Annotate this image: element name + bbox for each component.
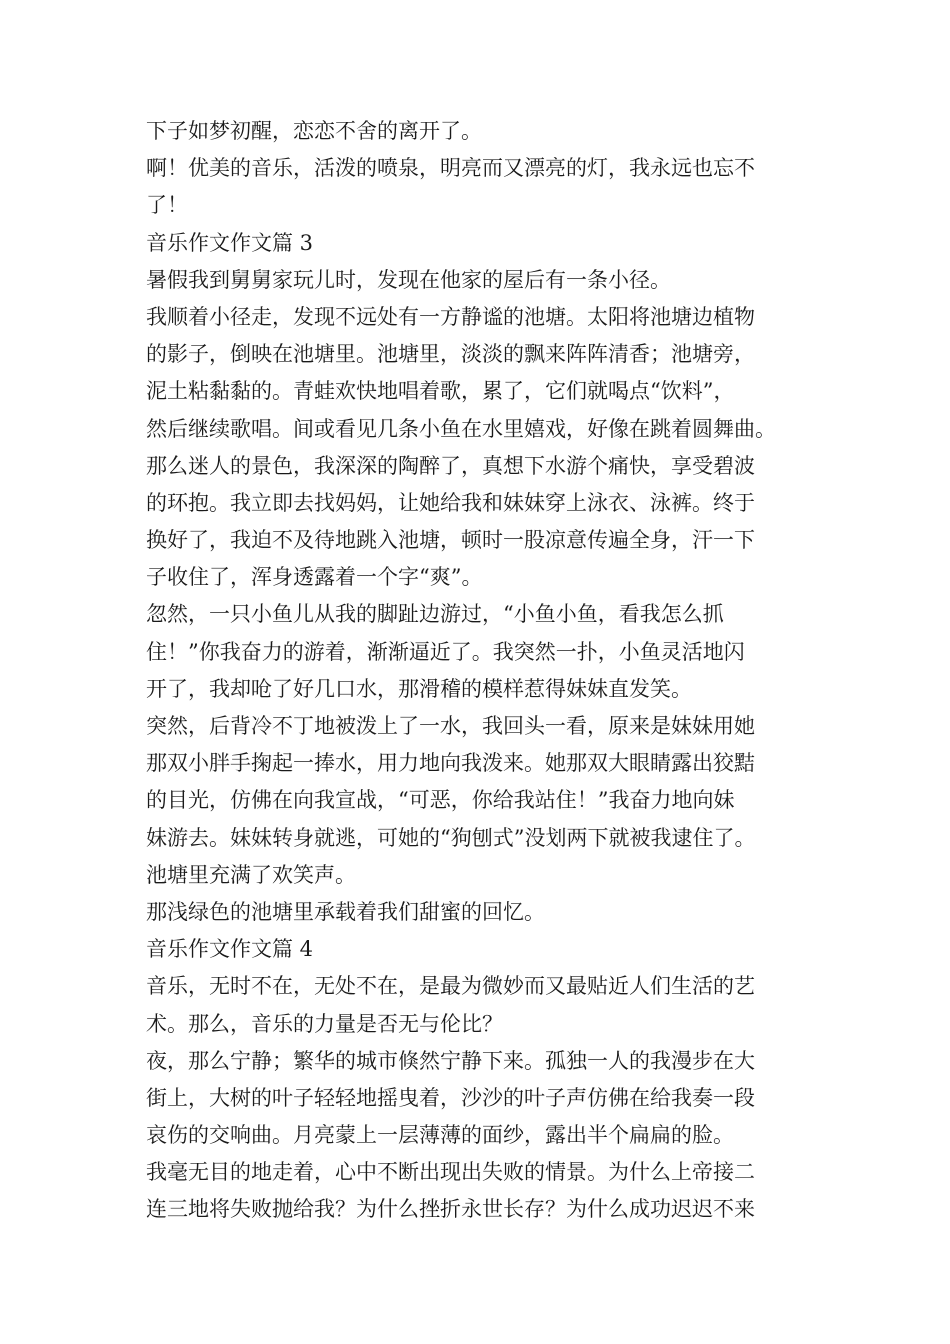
text-line: 那双小胖手掬起一捧水，用力地向我泼来。她那双大眼睛露出狡黠 [146, 751, 755, 776]
text-line: 术。那么，音乐的力量是否无与伦比？ [146, 1011, 503, 1036]
text-line: 忽然，一只小鱼儿从我的脚趾边游过，“小鱼小鱼，看我怎么抓 [146, 602, 724, 627]
text-line: 我顺着小径走，发现不远处有一方静谧的池塘。太阳将池塘边植物 [146, 304, 755, 329]
text-line: 街上，大树的叶子轻轻地摇曳着，沙沙的叶子声仿佛在给我奏一段 [146, 1085, 755, 1110]
text-line: 连三地将失败抛给我？为什么挫折永世长存？为什么成功迟迟不来 [146, 1197, 755, 1222]
text-line: 开了，我却呛了好几口水，那滑稽的模样惹得妹妹直发笑。 [146, 676, 692, 701]
text-line: 的目光，仿佛在向我宣战，“可恶，你给我站住！”我奋力地向妹 [146, 788, 735, 813]
text-line: 了！ [146, 193, 188, 218]
text-line: 那浅绿色的池塘里承载着我们甜蜜的回忆。 [146, 899, 545, 924]
text-line: 突然，后背冷不丁地被泼上了一水，我回头一看，原来是妹妹用她 [146, 714, 755, 738]
text-line: 下子如梦初醒，恋恋不舍的离开了。 [146, 119, 482, 143]
text-line: 池塘里充满了欢笑声。 [146, 862, 356, 887]
text-line: 泥土粘黏黏的。青蛙欢快地唱着歌，累了，它们就喝点“饮料”， [146, 379, 735, 404]
text-line: 的影子，倒映在池塘里。池塘里，淡淡的飘来阵阵清香；池塘旁， [146, 342, 755, 367]
document-body [146, 113, 826, 1229]
text-line: 哀伤的交响曲。月亮蒙上一层薄薄的面纱，露出半个扁扁的脸。 [146, 1123, 734, 1148]
text-line: 音乐，无时不在，无处不在，是最为微妙而又最贴近人们生活的艺 [146, 974, 755, 999]
text-line: 那么迷人的景色，我深深的陶醉了，真想下水游个痛快，享受碧波 [146, 453, 755, 478]
text-line: 夜，那么宁静；繁华的城市倏然宁静下来。孤独一人的我漫步在大 [146, 1048, 755, 1073]
text-line: 啊！优美的音乐，活泼的喷泉，明亮而又漂亮的灯，我永远也忘不 [146, 156, 755, 181]
section-heading: 音乐作文作文篇 4 [146, 937, 314, 962]
text-line: 我毫无目的地走着，心中不断出现出失败的情景。为什么上帝接二 [146, 1160, 755, 1185]
text-line: 暑假我到舅舅家玩儿时，发现在他家的屋后有一条小径。 [146, 267, 671, 292]
text-line: 住！”你我奋力的游着，渐渐逼近了。我突然一扑，小鱼灵活地闪 [146, 639, 745, 664]
text-line: 的环抱。我立即去找妈妈，让她给我和妹妹穿上泳衣、泳裤。终于 [146, 490, 755, 515]
text-line: 然后继续歌唱。间或看见几条小鱼在水里嬉戏，好像在跳着圆舞曲。 [146, 416, 776, 441]
section-heading: 音乐作文作文篇 3 [146, 230, 314, 255]
text-line: 换好了，我迫不及待地跳入池塘，顿时一股凉意传遍全身，汗一下 [146, 528, 755, 553]
text-line: 妹游去。妹妹转身就逃，可她的“狗刨式”没划两下就被我逮住了。 [146, 825, 756, 850]
text-line: 子收住了，浑身透露着一个字“爽”。 [146, 565, 483, 590]
